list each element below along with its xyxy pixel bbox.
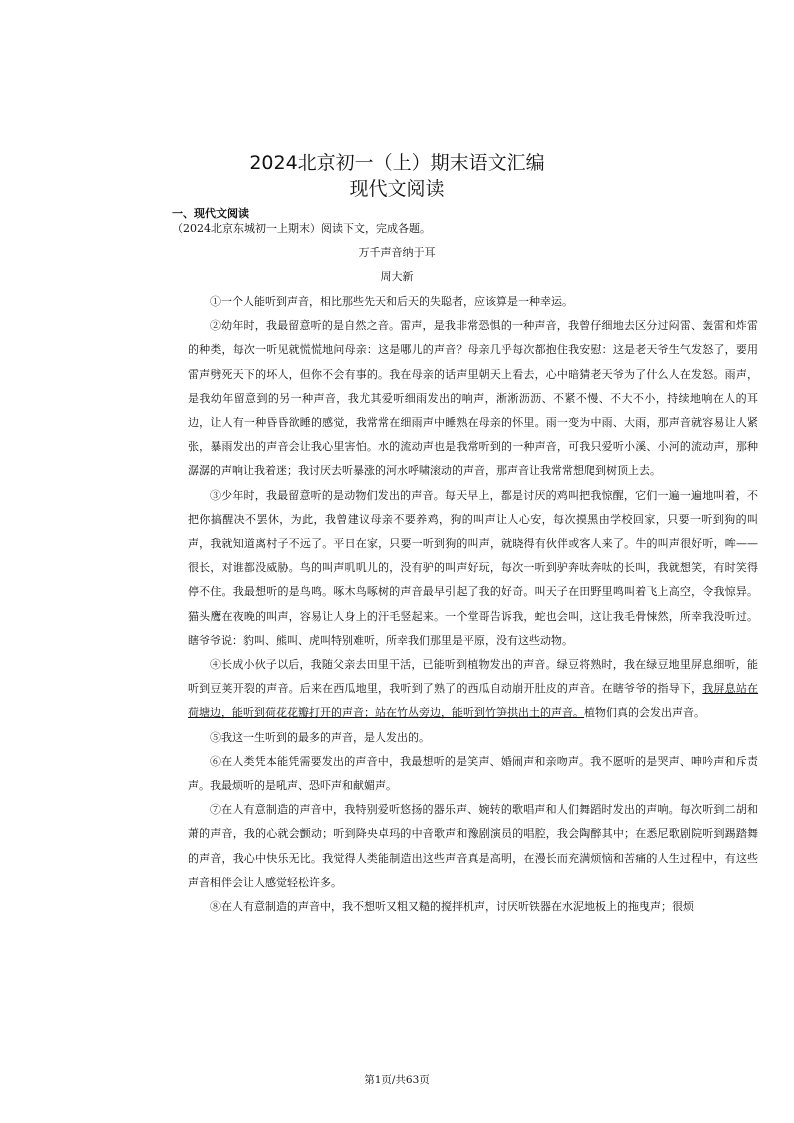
paragraph-4-text-b: 植物们真的会发出声音。 bbox=[584, 706, 705, 720]
paragraph-1: ①一个人能听到声音，相比那些先天和后天的失聪者，应该算是一种幸运。 bbox=[210, 295, 573, 308]
source-line: （2024北京东城初一上期末）阅读下文，完成各题。 bbox=[172, 222, 431, 235]
paragraph-2: ②幼年时，我最留意听的是自然之音。雷声，是我非常恐惧的一种声音，我曾仔细地去区分过闷雷、轰雷和炸雷的种类，每次一听见就慌慌地问母亲：这是哪儿的声音？母亲几乎每次都抱住我安慰：这是老天爷生气发怒了，要用雷声劈死天下的坏人，但你不会有事的。我在母亲的话声里朝天上看去，心中暗猜老天爷为了什么人在发怒。雨声，是我幼年留意到的另一种声音，我尤其爱听细雨发出的响声，淅淅沥沥、不紧不慢、不大不小，持续地响在人的耳边，让人有一种昏昏欲睡的感觉，我常常在细雨声中睡熟在母亲的怀里。雨一变为中雨、大雨，那声音就容易让人紧张，暴雨发出的声音会让我心里害怕。水的流动声也是我常听到的一种声音，可我只爱听小溪、小河的流动声，那种潺潺的声响让我着迷；我讨厌去听暴涨的河水呼啸滚动的声音，那声音让我常常想爬到树顶上去。 bbox=[188, 319, 758, 478]
article-author: 周大新 bbox=[380, 270, 414, 283]
paragraph-4-text-a: ④长成小伙子以后，我随父亲去田里干活，已能听到植物发出的声音。绿豆将熟时，我在绿豆地里屏息细听，能听到豆荚开裂的声音。后来在西瓜地里，我听到了熟了的西瓜自动崩开肚皮的声音。在瞎爷爷的指导下， bbox=[188, 658, 758, 696]
article-title: 万千声音纳于耳 bbox=[358, 246, 436, 259]
document-title: 2024北京初一（上）期末语文汇编 bbox=[249, 152, 545, 174]
article-body bbox=[188, 290, 758, 919]
document-subtitle: 现代文阅读 bbox=[349, 178, 445, 200]
section-heading: 一、现代文阅读 bbox=[172, 207, 249, 220]
paragraph-5: ⑤我这一生听到的最多的声音，是人发出的。 bbox=[210, 730, 430, 744]
paragraph-6: ⑥在人类凭本能凭需要发出的声音中，我最想听的是笑声、婚闹声和亲吻声。我不愿听的是哭声、呻吟声和斥责声。我最烦听的是吼声、恐吓声和献媚声。 bbox=[188, 754, 758, 793]
paragraph-3: ③少年时，我最留意听的是动物们发出的声音。每天早上，都是讨厌的鸡叫把我惊醒，它们一遍一遍地叫着，不把你搞醒决不罢休，为此，我曾建议母亲不要养鸡，狗的叫声让人心安，每次摸黑由学校回家，只要一听到狗的叫声，我就知道离村子不远了。平日在家，只要一听到狗的叫声，就晓得有伙伴或客人来了。牛的叫声很好听，哞——很长，对谁都没威胁。鸟的叫声叽叽儿的，没有驴的叫声好玩，每次一听到驴奔呔奔呔的长叫，我就想笑，有时笑得停不住。我最想听的是鸟鸣。啄木鸟啄树的声音最早引起了我的好奇。叫天子在田野里鸣叫着飞上高空，令我惊异。猫头鹰在夜晚的叫声，容易让人身上的汗毛竖起来。一个堂哥告诉我，蛇也会叫，这让我毛骨悚然，所幸我没听过。瞎爷爷说：豹叫、熊叫、虎叫特别难听，所幸我们那里是平原，没有这些动物。 bbox=[188, 488, 758, 647]
paragraph-4-underlined-sentence: 我屏息站在荷塘边，能听到荷花花瓣打开的声音；站在竹丛旁边，能听到竹笋拱出土的声音。 bbox=[188, 682, 759, 720]
page-number: 第1页/共63页 bbox=[364, 1074, 430, 1086]
paragraph-4 bbox=[188, 653, 758, 726]
paragraph-8: ⑧在人有意制造的声音中，我不想听又粗又糙的搅拌机声，讨厌听铁器在水泥地板上的拖曳声；很烦 bbox=[210, 900, 694, 914]
paragraph-7: ⑦在人有意制造的声音中，我特别爱听悠扬的器乐声、婉转的歌唱声和人们舞蹈时发出的声响。每次听到二胡和萧的声音，我的心就会颤动；听到降央卓玛的中音歌声和豫剧演员的唱腔，我会陶醉其中；在悉尼歌剧院听到踢踏舞的声音，我心中快乐无比。我觉得人类能制造出这些声音真是高明，在漫长而充满烦恼和苦痛的人生过程中，有这些声音相伴会让人感觉轻松许多。 bbox=[188, 803, 758, 889]
